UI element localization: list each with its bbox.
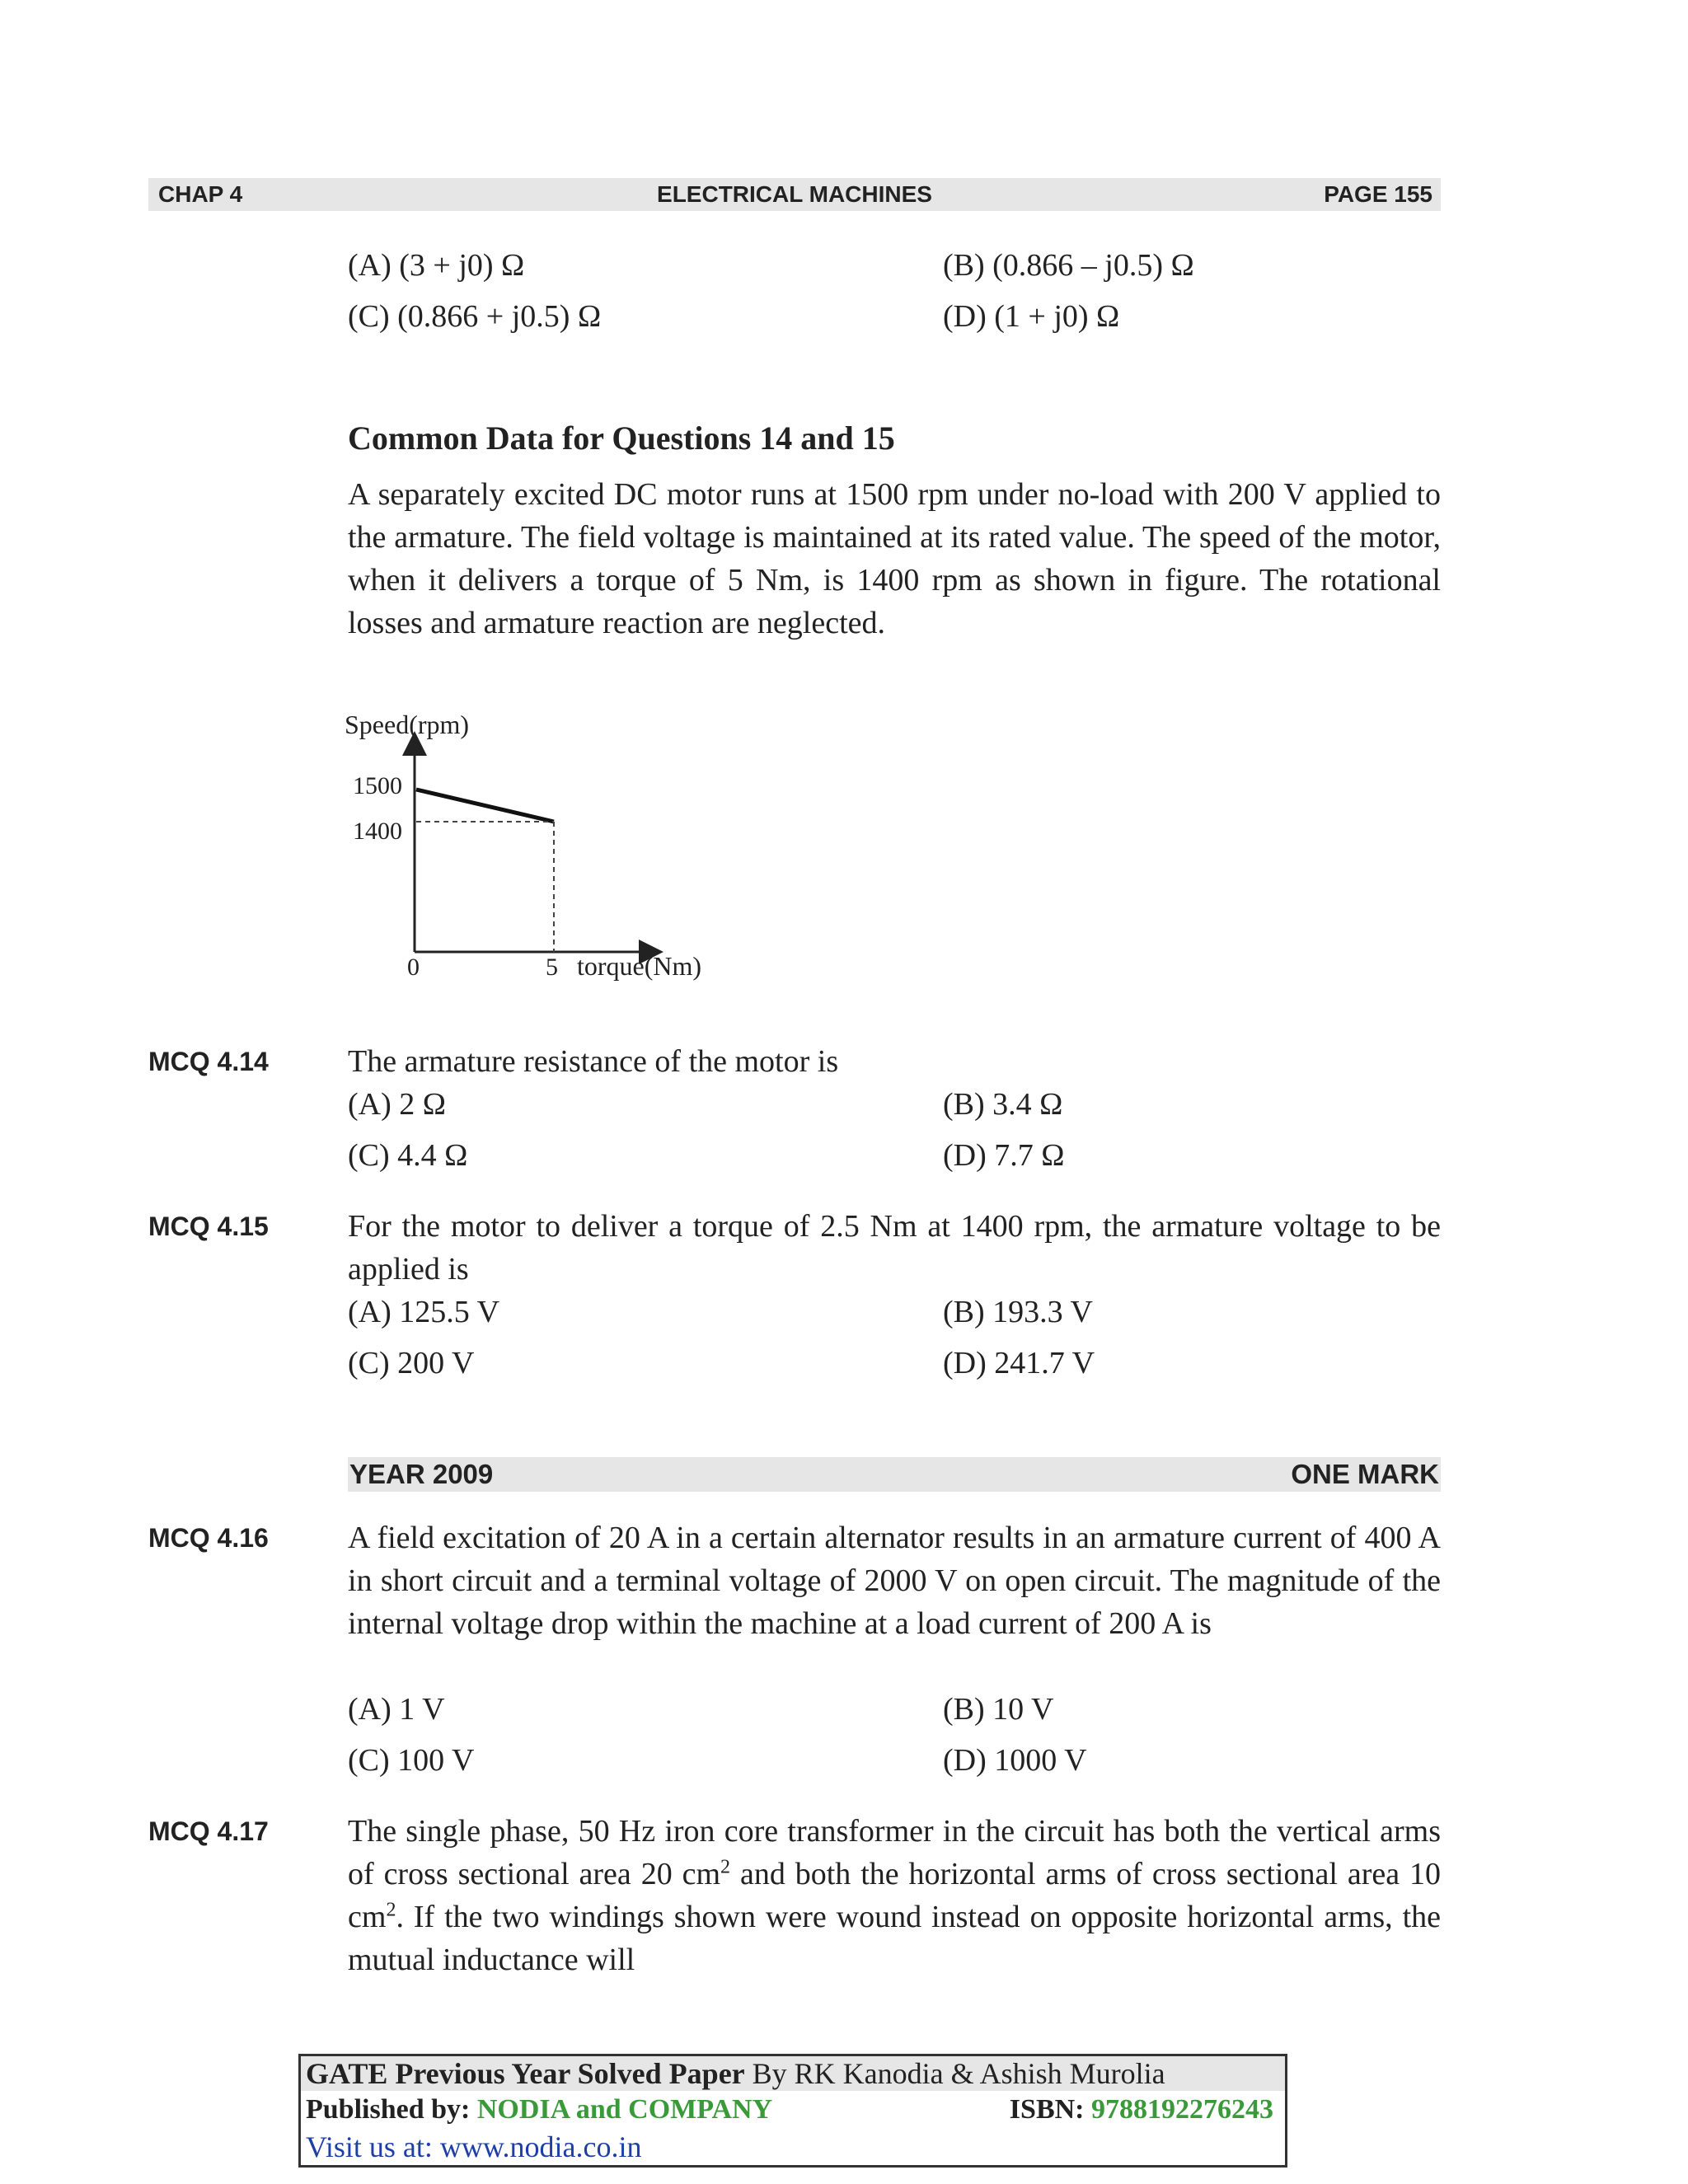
prev-option-a: (A) (3 + j0) Ω <box>348 248 525 283</box>
footer-box <box>298 2054 1287 2168</box>
prev-option-b: (B) (0.866 – j0.5) Ω <box>943 248 1194 283</box>
option-d: (D) 241.7 V <box>943 1346 1095 1380</box>
question-label: MCQ 4.15 <box>148 1212 269 1241</box>
footer-title: GATE Previous Year Solved Paper By RK Kanodia & Ashish Murolia <box>301 2056 1285 2091</box>
question-label: MCQ 4.16 <box>148 1523 269 1553</box>
speed-torque-graph <box>338 701 734 997</box>
marks-label: ONE MARK <box>1291 1459 1439 1489</box>
question-text: For the motor to deliver a torque of 2.5 Nm at 1400 rpm, the armature voltage to be applied is <box>348 1209 1441 1286</box>
y-tick-1500: 1500 <box>353 772 402 799</box>
footer-website-link[interactable]: Visit us at: www.nodia.co.in <box>306 2130 642 2163</box>
x-tick-5: 5 <box>546 954 558 981</box>
common-data-text: A separately excited DC motor runs at 1500 rpm under no-load with 200 V applied to the armature. The field voltage is maintained at its rated value. The speed of the motor, when it delivers a torque of 5 Nm, is 1400 rpm as shown in figure. The rotational losses and armature reaction are neglected. <box>348 477 1441 640</box>
option-a: (A) 125.5 V <box>348 1295 500 1329</box>
option-c: (C) 4.4 Ω <box>348 1138 468 1173</box>
option-b: (B) 3.4 Ω <box>943 1087 1063 1122</box>
option-b: (B) 193.3 V <box>943 1295 1093 1329</box>
y-tick-1400: 1400 <box>353 818 402 845</box>
footer-publisher-row: Published by: NODIA and COMPANY ISBN: 9788192276243 <box>301 2091 1285 2129</box>
question-label: MCQ 4.14 <box>148 1047 269 1076</box>
x-axis-label: torque(Nm) <box>577 951 702 981</box>
chapter-title: ELECTRICAL MACHINES <box>657 181 932 207</box>
chapter-label: CHAP 4 <box>158 181 243 207</box>
prev-option-c: (C) (0.866 + j0.5) Ω <box>348 299 602 334</box>
page-number: PAGE 155 <box>1324 181 1432 207</box>
page-header <box>148 178 1441 211</box>
question-text: The single phase, 50 Hz iron core transformer in the circuit has both the vertical arms of cross sectional area 20 $cm^2$ and both the horizontal arms of cross sectional area 10 $cm^2$. If the two windings shown were wound instead on opposite horizontal arms, the mutual inductance will <box>348 1814 1441 1977</box>
year-bar <box>348 1457 1441 1492</box>
speed-line <box>416 790 554 822</box>
isbn: ISBN: 9788192276243 <box>1009 2094 1273 2125</box>
option-d: (D) 1000 V <box>943 1743 1087 1778</box>
common-data-heading: Common Data for Questions 14 and 15 <box>348 419 895 457</box>
question-label: MCQ 4.17 <box>148 1816 269 1846</box>
year-label: YEAR 2009 <box>349 1459 494 1489</box>
y-axis-label: Speed(rpm) <box>345 710 470 739</box>
option-c: (C) 200 V <box>348 1346 475 1380</box>
option-b: (B) 10 V <box>943 1692 1054 1727</box>
prev-option-d: (D) (1 + j0) Ω <box>943 299 1120 334</box>
option-c: (C) 100 V <box>348 1743 475 1778</box>
question-text: The armature resistance of the motor is <box>348 1044 839 1079</box>
option-a: (A) 1 V <box>348 1692 445 1727</box>
option-d: (D) 7.7 Ω <box>943 1138 1065 1173</box>
question-text: A field excitation of 20 A in a certain alternator results in an armature current of 400 A in short circuit and a terminal voltage of 2000 V on open circuit. The magnitude of the internal voltage drop within the machine at a load current of 200 A is <box>348 1521 1441 1641</box>
option-a: (A) 2 Ω <box>348 1087 446 1122</box>
x-tick-0: 0 <box>407 954 420 981</box>
publisher-name: NODIA and COMPANY <box>476 2094 773 2125</box>
